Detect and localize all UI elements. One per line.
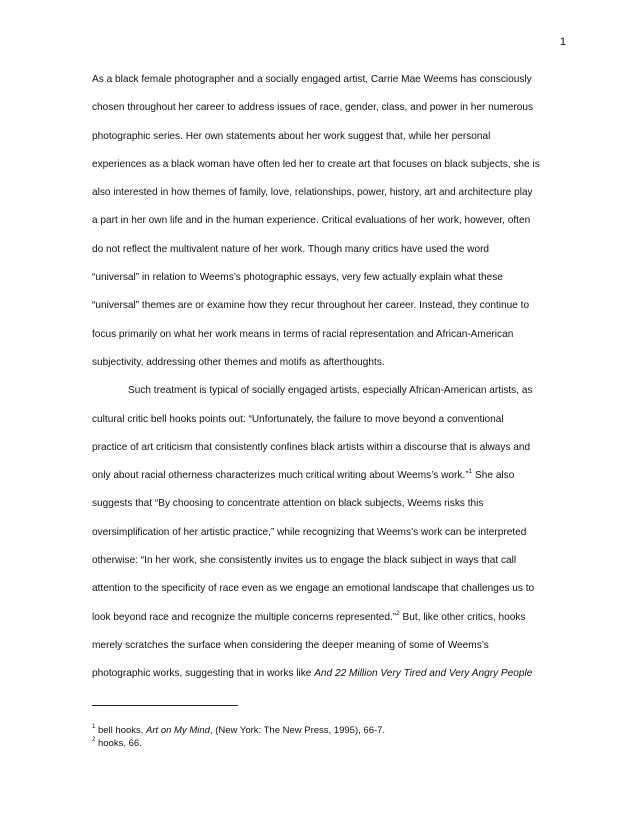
body-line: oversimplification of her artistic practice,” while recognizing that Weems’s work can be interpreted <box>92 526 527 538</box>
body-line: focus primarily on what her work means in terms of racial representation and African-American <box>92 328 514 340</box>
body-line: “universal” in relation to Weems’s photographic essays, very few actually explain what these <box>92 272 503 284</box>
footnotes <box>92 724 554 750</box>
footnote-ref-1[interactable]: 1 <box>468 468 473 476</box>
body-line: As a black female photographer and a socially engaged artist, Carrie Mae Weems has consciously <box>92 74 532 85</box>
body-line: look beyond race and recognize the multiple concerns represented.”$^2$ But, like other critics, hooks <box>92 609 526 623</box>
footnote-1: $^1$ bell hooks, Art on My Mind, (New York: The New Press, 1995), 66-7. <box>92 724 386 736</box>
body-line: “universal” themes are or examine how they recur throughout her career. Instead, they continue to <box>92 300 530 312</box>
body-line: photographic works, suggesting that in works like And 22 Million Very Tired and Very Angry People <box>92 668 533 680</box>
body-line: a part in her own life and in the human experience. Critical evaluations of her work, however, often <box>92 215 531 227</box>
artwork-title: And 22 Million Very Tired and Very Angry People <box>314 668 533 680</box>
book-title: Art on My Mind <box>146 725 210 736</box>
footnote-2: $^2$ hooks, 66. <box>92 737 142 749</box>
footnote-number: 2 <box>92 737 96 743</box>
body-line: do not reflect the multivalent nature of her work. Though many critics have used the word <box>92 243 490 255</box>
footnote-ref-2[interactable]: 2 <box>396 609 400 617</box>
body-line: suggests that “By choosing to concentrate attention on black subjects, Weems risks this <box>92 498 484 510</box>
body-line-paragraph-start: Such treatment is typical of socially engaged artists, especially African-American artists, as <box>128 385 533 397</box>
body-line: otherwise: “In her work, she consistently invites us to engage the black subject in ways that call <box>92 555 517 567</box>
body-line: experiences as a black woman have often led her to create art that focuses on black subjects, she is <box>92 158 540 170</box>
footnote-number: 1 <box>92 724 96 730</box>
body-line: practice of art criticism that consistently confines black artists within a discourse that is always and <box>92 441 531 453</box>
body-line: merely scratches the surface when considering the deeper meaning of some of Weems’s <box>92 639 489 651</box>
body-line: photographic series. Her own statements about her work suggest that, while her personal <box>92 130 491 142</box>
body-text <box>92 66 554 689</box>
footnote-separator <box>92 705 238 706</box>
page-number: 1 <box>559 36 566 48</box>
body-line: also interested in how themes of family, love, relationships, power, history, art and architecture play <box>92 187 533 199</box>
body-line: chosen throughout her career to address issues of race, gender, class, and power in her numerous <box>92 102 534 114</box>
body-line: attention to the specificity of race even as we engage an emotional landscape that challenges us to <box>92 583 535 595</box>
body-line: only about racial otherness characterizes much critical writing about Weems’s work.”$^1$ She also <box>92 468 515 482</box>
body-line: subjectivity, addressing other themes and motifs as afterthoughts. <box>92 356 385 368</box>
body-line: cultural critic bell hooks points out: “Unfortunately, the failure to move beyond a conventional <box>92 413 504 425</box>
